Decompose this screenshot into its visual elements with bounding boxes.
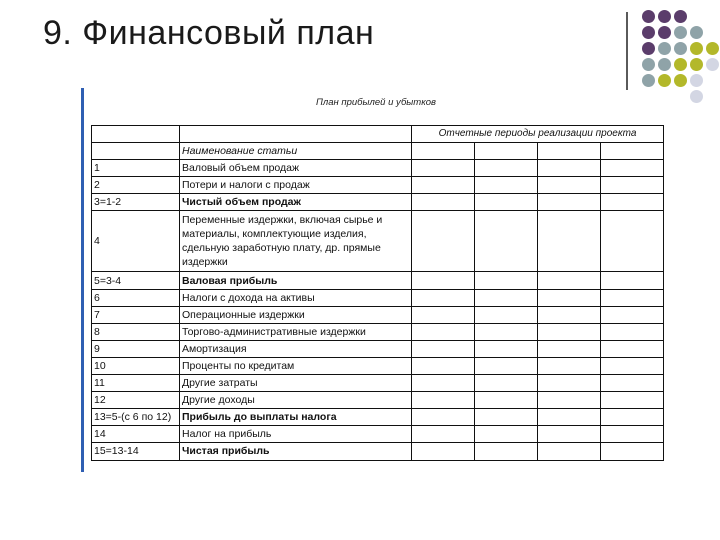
- period-cell[interactable]: [538, 426, 601, 443]
- table-body: [92, 126, 664, 461]
- row-number: 13=5-(с 6 по 12): [92, 409, 180, 426]
- table-row: [92, 272, 664, 289]
- row-label: Прибыль до выплаты налога: [180, 409, 412, 426]
- header-row: [92, 126, 664, 143]
- decorative-dot-grid: [640, 10, 720, 110]
- period-cell[interactable]: [601, 409, 664, 426]
- period-cell[interactable]: [475, 211, 538, 272]
- table-row: [92, 160, 664, 177]
- row-label: Чистая прибыль: [180, 443, 412, 460]
- period-cell[interactable]: [601, 194, 664, 211]
- period-cell[interactable]: [475, 194, 538, 211]
- period-cell[interactable]: [412, 392, 475, 409]
- decor-dot: [658, 26, 671, 39]
- decor-dot: [658, 42, 671, 55]
- period-cell[interactable]: [475, 357, 538, 374]
- row-number: 5=3-4: [92, 272, 180, 289]
- decor-dot: [674, 26, 687, 39]
- table-row: [92, 375, 664, 392]
- table-row: [92, 194, 664, 211]
- decor-dot: [642, 58, 655, 71]
- decor-dot: [674, 10, 687, 23]
- table-row: [92, 392, 664, 409]
- period-cell[interactable]: [475, 409, 538, 426]
- period-cell[interactable]: [412, 160, 475, 177]
- period-cell[interactable]: [475, 375, 538, 392]
- row-label: Операционные издержки: [180, 306, 412, 323]
- period-cell[interactable]: [601, 177, 664, 194]
- period-cell[interactable]: [538, 357, 601, 374]
- row-label: Проценты по кредитам: [180, 357, 412, 374]
- profit-loss-table: [91, 125, 664, 461]
- period-cell[interactable]: [538, 272, 601, 289]
- period-cell[interactable]: [538, 143, 601, 160]
- accent-bar: [81, 88, 84, 472]
- table-row: [92, 426, 664, 443]
- table-row: [92, 323, 664, 340]
- decor-dot: [674, 74, 687, 87]
- period-cell[interactable]: [412, 323, 475, 340]
- period-cell[interactable]: [538, 340, 601, 357]
- table-row: [92, 340, 664, 357]
- period-cell[interactable]: [475, 306, 538, 323]
- period-cell[interactable]: [601, 143, 664, 160]
- row-number: 9: [92, 340, 180, 357]
- decor-dot: [690, 90, 703, 103]
- row-number: 15=13-14: [92, 443, 180, 460]
- period-cell[interactable]: [412, 143, 475, 160]
- periods-header: Отчетные периоды реализации проекта: [412, 126, 664, 143]
- period-cell[interactable]: [601, 392, 664, 409]
- period-cell[interactable]: [412, 340, 475, 357]
- row-number: 14: [92, 426, 180, 443]
- period-cell[interactable]: [412, 177, 475, 194]
- period-cell[interactable]: [538, 443, 601, 460]
- row-number: 4: [92, 211, 180, 272]
- table-row: [92, 409, 664, 426]
- header-empty-cell: [92, 143, 180, 160]
- row-label: Потери и налоги с продаж: [180, 177, 412, 194]
- period-cell[interactable]: [601, 160, 664, 177]
- period-cell[interactable]: [412, 289, 475, 306]
- period-cell[interactable]: [538, 289, 601, 306]
- row-number: 1: [92, 160, 180, 177]
- row-label: Валовый объем продаж: [180, 160, 412, 177]
- row-label: Другие затраты: [180, 375, 412, 392]
- decor-dot: [706, 42, 719, 55]
- period-cell[interactable]: [475, 426, 538, 443]
- period-cell[interactable]: [475, 160, 538, 177]
- period-cell[interactable]: [601, 323, 664, 340]
- period-cell[interactable]: [412, 409, 475, 426]
- period-cell[interactable]: [601, 340, 664, 357]
- row-number: 3=1-2: [92, 194, 180, 211]
- period-cell[interactable]: [601, 289, 664, 306]
- decor-dot: [690, 58, 703, 71]
- period-cell[interactable]: [412, 357, 475, 374]
- period-cell[interactable]: [538, 194, 601, 211]
- period-cell[interactable]: [601, 306, 664, 323]
- decor-dot: [642, 74, 655, 87]
- table-row: [92, 357, 664, 374]
- period-cell[interactable]: [412, 306, 475, 323]
- header-empty-cell: [92, 126, 180, 143]
- row-number: 2: [92, 177, 180, 194]
- table-row: [92, 289, 664, 306]
- row-label: Валовая прибыль: [180, 272, 412, 289]
- period-cell[interactable]: [538, 160, 601, 177]
- decorative-vertical-line: [626, 12, 628, 90]
- row-number: 11: [92, 375, 180, 392]
- period-cell[interactable]: [475, 323, 538, 340]
- decor-dot: [690, 42, 703, 55]
- period-cell[interactable]: [412, 426, 475, 443]
- decor-dot: [674, 42, 687, 55]
- period-cell[interactable]: [412, 211, 475, 272]
- decor-dot: [642, 10, 655, 23]
- slide-title: 9. Финансовый план: [43, 14, 375, 52]
- row-label: Другие доходы: [180, 392, 412, 409]
- period-cell[interactable]: [538, 323, 601, 340]
- period-cell[interactable]: [412, 443, 475, 460]
- table-row: [92, 177, 664, 194]
- row-number: 6: [92, 289, 180, 306]
- decor-dot: [690, 26, 703, 39]
- period-cell[interactable]: [538, 177, 601, 194]
- period-cell[interactable]: [475, 177, 538, 194]
- period-cell[interactable]: [412, 375, 475, 392]
- period-cell[interactable]: [538, 306, 601, 323]
- table-row: [92, 211, 664, 272]
- name-header: Наименование статьи: [180, 143, 412, 160]
- table-row: [92, 306, 664, 323]
- row-label: Чистый объем продаж: [180, 194, 412, 211]
- period-cell[interactable]: [475, 392, 538, 409]
- period-cell[interactable]: [475, 272, 538, 289]
- period-cell[interactable]: [601, 211, 664, 272]
- decor-dot: [658, 74, 671, 87]
- row-label: Торгово-административные издержки: [180, 323, 412, 340]
- period-cell[interactable]: [538, 392, 601, 409]
- decor-dot: [690, 74, 703, 87]
- header-empty-cell: [180, 126, 412, 143]
- period-cell[interactable]: [475, 443, 538, 460]
- period-cell[interactable]: [601, 357, 664, 374]
- period-cell[interactable]: [601, 272, 664, 289]
- decor-dot: [658, 58, 671, 71]
- period-cell[interactable]: [538, 375, 601, 392]
- row-number: 10: [92, 357, 180, 374]
- decor-dot: [706, 58, 719, 71]
- period-cell[interactable]: [538, 211, 601, 272]
- period-cell[interactable]: [475, 289, 538, 306]
- decor-dot: [658, 10, 671, 23]
- period-cell[interactable]: [475, 340, 538, 357]
- period-cell[interactable]: [601, 375, 664, 392]
- row-number: 12: [92, 392, 180, 409]
- row-label: Налог на прибыль: [180, 426, 412, 443]
- period-cell[interactable]: [538, 409, 601, 426]
- period-cell[interactable]: [475, 143, 538, 160]
- period-cell[interactable]: [412, 194, 475, 211]
- row-label: Налоги с дохода на активы: [180, 289, 412, 306]
- table-caption: План прибылей и убытков: [316, 97, 436, 108]
- period-cell[interactable]: [601, 443, 664, 460]
- period-cell[interactable]: [601, 426, 664, 443]
- decor-dot: [642, 26, 655, 39]
- table-row: [92, 443, 664, 460]
- row-label: Амортизация: [180, 340, 412, 357]
- period-cell[interactable]: [412, 272, 475, 289]
- row-number: 7: [92, 306, 180, 323]
- row-label: Переменные издержки, включая сырье и материалы, комплектующие изделия, сдельную заработную плату, др. прямые издержки: [180, 211, 412, 272]
- subheader-row: [92, 143, 664, 160]
- decor-dot: [642, 42, 655, 55]
- decor-dot: [674, 58, 687, 71]
- row-number: 8: [92, 323, 180, 340]
